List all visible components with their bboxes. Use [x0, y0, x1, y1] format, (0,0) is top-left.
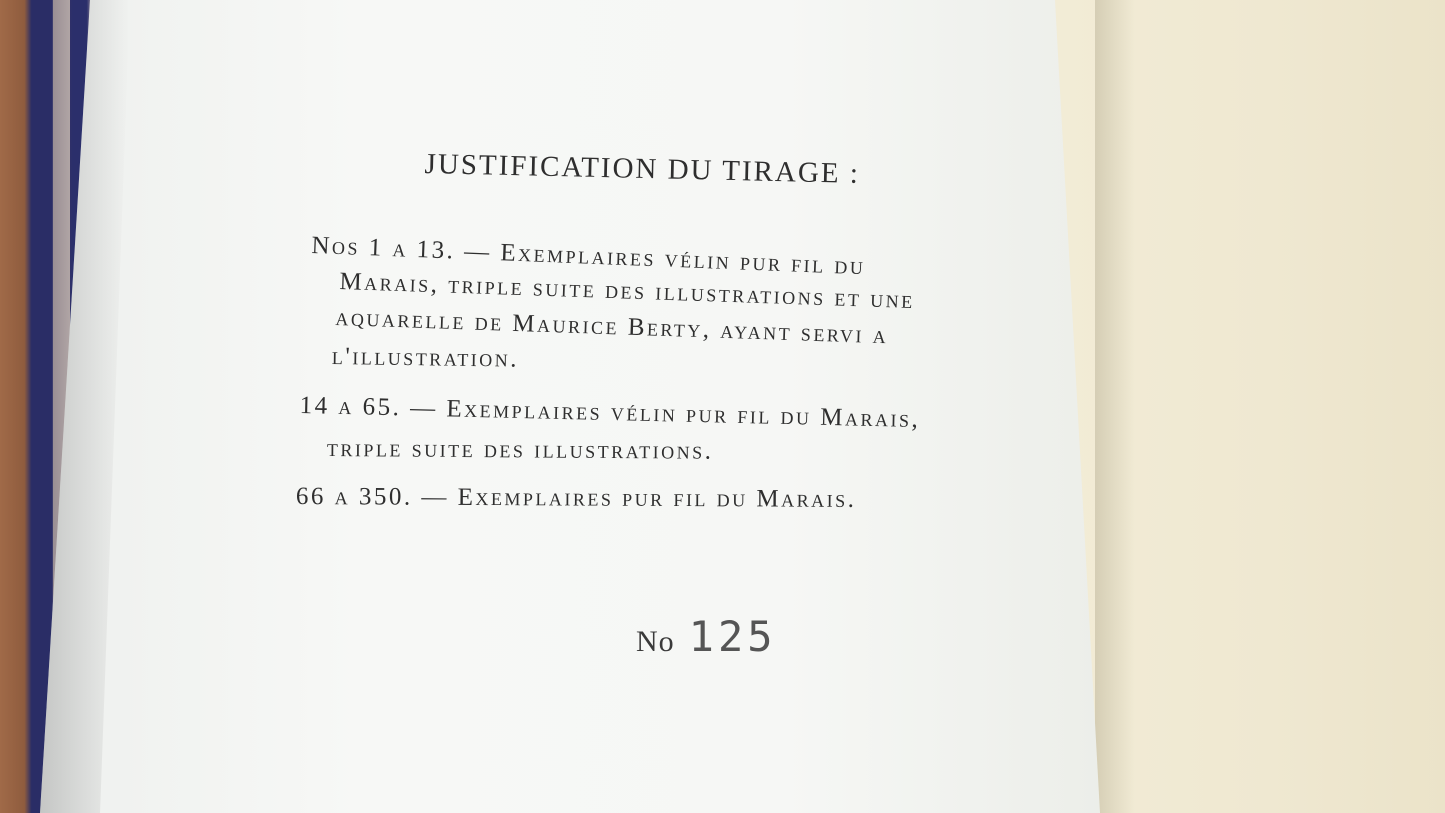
- text-line-2: Marais, triple suite des illustrations et une: [339, 268, 916, 315]
- page-title: JUSTIFICATION DU TIRAGE :: [424, 148, 861, 190]
- copy-number-label: No: [636, 625, 675, 658]
- text-line-1: Nos 1 a 13. — Exemplaires vélin pur fil du: [310, 232, 866, 281]
- text-line-3: aquarelle de Maurice Berty, ayant servi a: [335, 304, 889, 350]
- text-line-7: 66 a 350. — Exemplaires pur fil du Marais.: [295, 483, 857, 513]
- text-line-4: l'illustration.: [331, 343, 520, 373]
- text-line-6: triple suite des illustrations.: [326, 435, 714, 465]
- copy-number: [636, 612, 777, 661]
- text-line-5: 14 a 65. — Exemplaires vélin pur fil du Marais,: [299, 392, 921, 434]
- copy-number-value: 125: [688, 612, 777, 661]
